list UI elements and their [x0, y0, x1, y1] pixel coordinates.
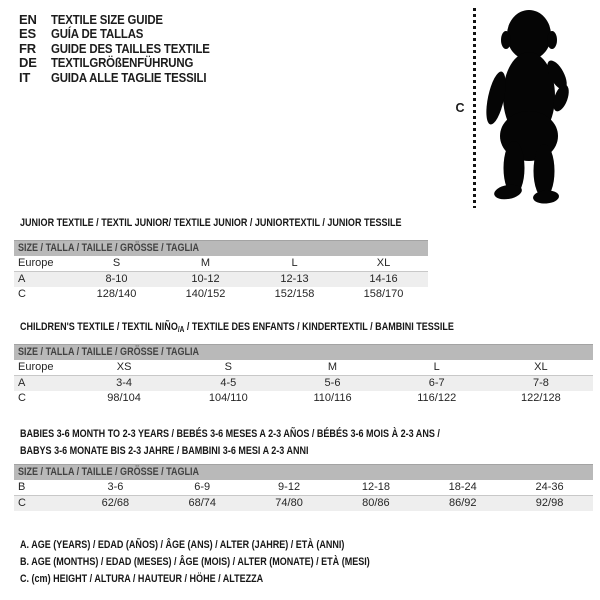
- cell: XL: [534, 361, 548, 373]
- language-title: GUIDE DES TAILLES TEXTILE: [51, 40, 210, 56]
- cell: 86/92: [448, 497, 477, 509]
- cell: S: [224, 361, 232, 373]
- cell: 158/170: [363, 288, 404, 300]
- cell: 110/116: [313, 392, 352, 404]
- babies-section-title: BABIES 3-6 MONTH TO 2-3 YEARS / BEBÉS 3-6 MESES A 2-3 AÑOS / BÉBÉS 3-6 MOIS À 2-3 ANS / BABYS 3-6 MONATE BIS 2-3 JAHRE / BAMBINI 3-6 MESI A 2-3 ANNI: [20, 428, 440, 457]
- table-row-europe: [14, 360, 593, 376]
- language-title: TEXTILGRÖßENFÜHRUNG: [51, 55, 194, 71]
- language-code: IT: [19, 69, 31, 85]
- language-code: ES: [19, 26, 36, 42]
- language-title: GUÍA DE TALLAS: [51, 26, 144, 42]
- row-label: Europe: [18, 361, 54, 373]
- table-row-months: [14, 480, 593, 496]
- cell: 152/158: [274, 288, 315, 300]
- measurement-legend: [20, 537, 447, 589]
- cell: S: [112, 257, 121, 269]
- cell: 62/68: [101, 497, 130, 509]
- baby-silhouette-icon: [483, 8, 591, 206]
- cell: 8-10: [105, 273, 128, 285]
- subscript-text: /A: [177, 325, 185, 334]
- table-row-height: [14, 287, 428, 302]
- cell: 24-36: [535, 481, 564, 493]
- cell: 3-4: [116, 377, 133, 389]
- language-code: FR: [19, 40, 36, 56]
- legend-line-c: C. (cm) HEIGHT / ALTURA / HAUTEUR / HÖHE / ALTEZZA: [20, 573, 264, 586]
- cell: 12-13: [280, 273, 309, 285]
- row-label: C: [18, 288, 26, 300]
- legend-line-a: A. AGE (YEARS) / EDAD (AÑOS) / ÂGE (ANS) / ALTER (JAHRE) / ETÀ (ANNI): [20, 539, 345, 551]
- cell: L: [433, 361, 440, 373]
- cell: 3-6: [107, 481, 124, 493]
- cell: 10-12: [191, 273, 220, 285]
- babies-size-table: [14, 464, 593, 511]
- cell: 4-5: [220, 377, 237, 389]
- table-row-europe: [14, 256, 428, 272]
- height-label-c: C: [455, 101, 465, 115]
- language-row-it: [19, 71, 231, 85]
- legend-line-b: B. AGE (MONTHS) / EDAD (MESES) / ÂGE (MOIS) / ALTER (MONATE) / ETÀ (MESI): [20, 556, 370, 569]
- cell: 5-6: [324, 377, 341, 389]
- children-size-table: [14, 344, 593, 406]
- cell: 98/104: [107, 392, 141, 404]
- language-row-de: [19, 56, 231, 70]
- language-row-fr: [19, 42, 231, 56]
- table-row-age: [14, 272, 428, 287]
- size-table-header-label: SIZE / TALLA / TAILLE / GRÖSSE / TAGLIA: [18, 346, 200, 358]
- cell: 14-16: [369, 273, 398, 285]
- cell: 6-7: [428, 377, 445, 389]
- cell: 128/140: [96, 288, 137, 300]
- row-label: C: [18, 392, 26, 404]
- table-row-age: [14, 376, 593, 391]
- language-title: GUIDA ALLE TAGLIE TESSILI: [51, 69, 207, 85]
- cell: 6-9: [194, 481, 211, 493]
- row-label: C: [18, 497, 26, 509]
- language-code: DE: [19, 55, 37, 71]
- cell: M: [327, 361, 338, 373]
- size-table-header: [14, 344, 593, 360]
- language-list: [19, 13, 231, 85]
- cell: 18-24: [448, 481, 477, 493]
- cell: 7-8: [532, 377, 549, 389]
- table-row-height: [14, 391, 593, 406]
- cell: M: [200, 257, 211, 269]
- junior-section-title: JUNIOR TEXTILE / TEXTIL JUNIOR/ TEXTILE JUNIOR / JUNIORTEXTIL / JUNIOR TESSILE: [20, 217, 402, 229]
- size-table-header-label: SIZE / TALLA / TAILLE / GRÖSSE / TAGLIA: [18, 242, 200, 254]
- row-label: B: [18, 481, 26, 493]
- language-row-es: [19, 27, 231, 41]
- cell: 104/110: [208, 392, 248, 404]
- size-table-header: [14, 240, 428, 256]
- height-dashed-line: [473, 8, 476, 208]
- children-section-title: CHILDREN'S TEXTILE / TEXTIL NIÑO/A / TEXTILE DES ENFANTS / KINDERTEXTIL / BAMBINI TESSILE: [20, 321, 454, 334]
- row-label: A: [18, 273, 26, 285]
- junior-size-table: [14, 240, 428, 302]
- cell: XS: [116, 361, 132, 373]
- cell: L: [291, 257, 298, 269]
- row-label: A: [18, 377, 26, 389]
- language-row-en: [19, 13, 231, 27]
- cell: XL: [376, 257, 391, 269]
- cell: 92/98: [535, 497, 564, 509]
- cell: 80/86: [362, 497, 390, 509]
- size-table-header-label: SIZE / TALLA / TAILLE / GRÖSSE / TAGLIA: [18, 466, 200, 478]
- cell: 140/152: [185, 288, 226, 300]
- language-title: TEXTILE SIZE GUIDE: [51, 12, 163, 27]
- cell: 116/122: [417, 392, 457, 404]
- cell: 74/80: [275, 497, 303, 509]
- cell: 122/128: [521, 392, 561, 404]
- language-code: EN: [19, 12, 37, 27]
- cell: 9-12: [278, 481, 301, 493]
- row-label: Europe: [18, 257, 54, 269]
- table-row-height: [14, 496, 593, 511]
- cell: 68/74: [188, 497, 216, 509]
- size-table-header: [14, 464, 593, 480]
- cell: 12-18: [361, 481, 390, 493]
